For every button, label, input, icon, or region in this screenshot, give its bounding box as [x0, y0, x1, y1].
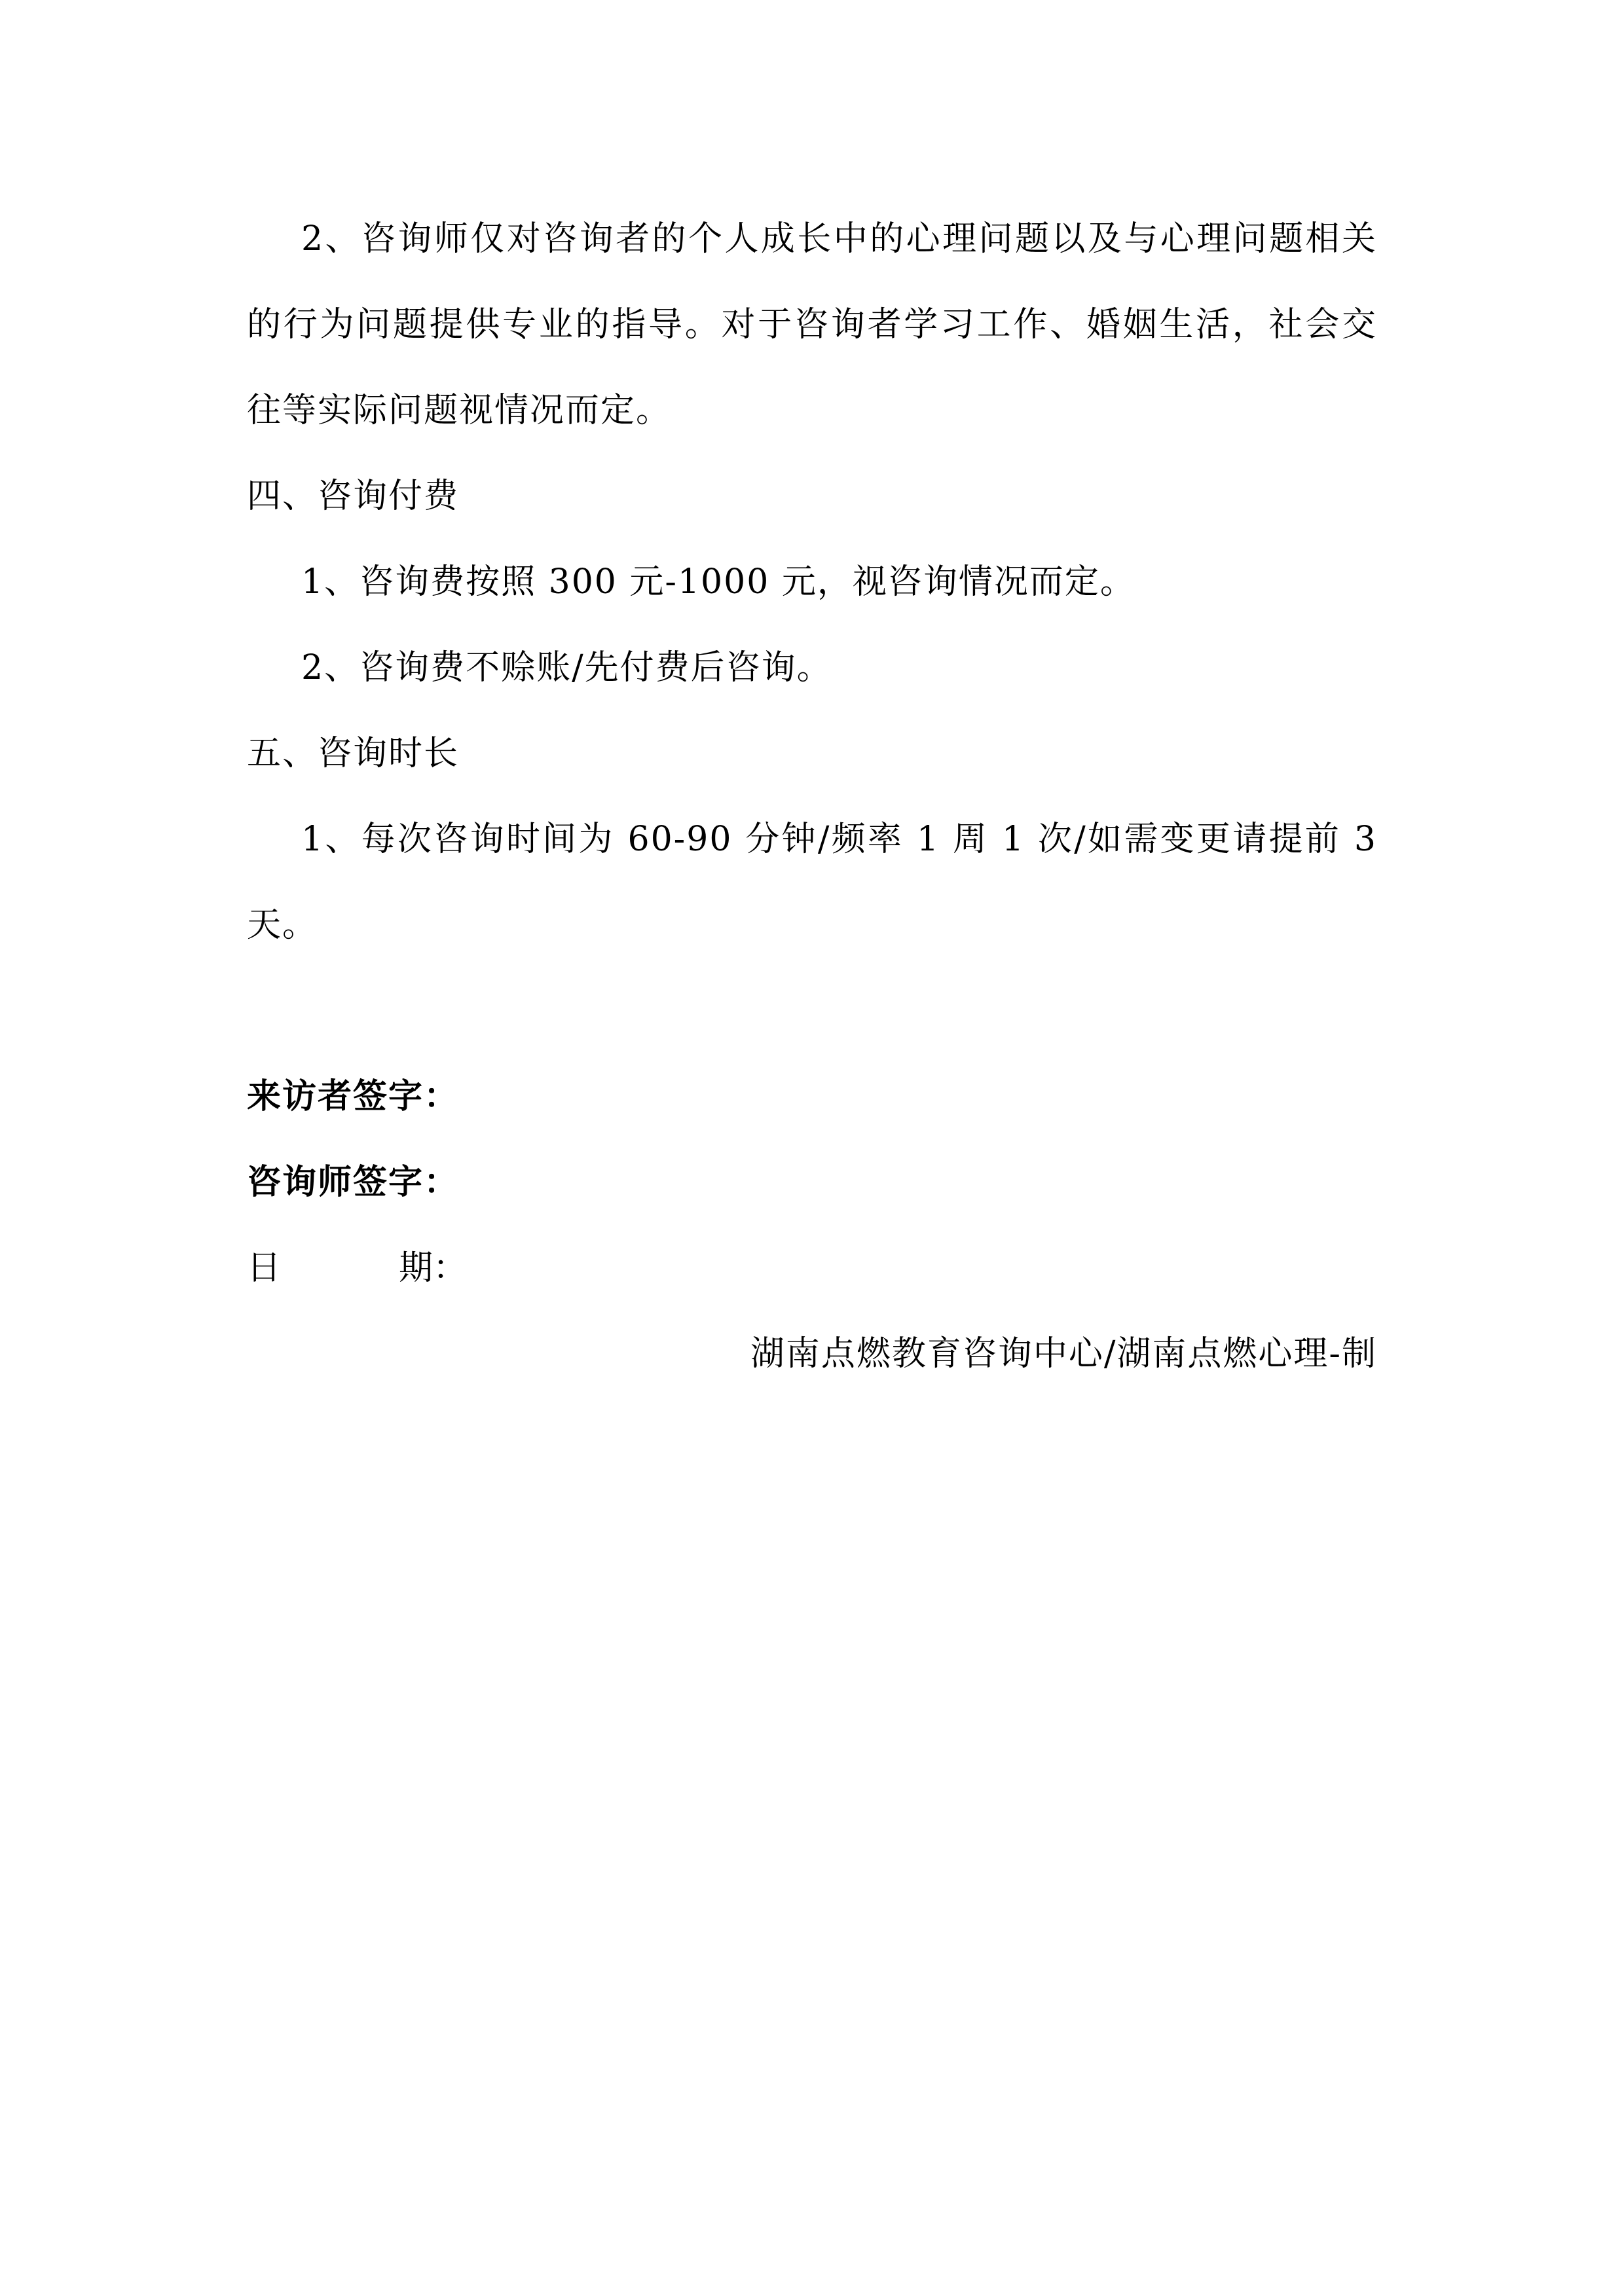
blank-line	[247, 968, 1377, 1054]
section4-heading: 四、咨询付费	[247, 477, 460, 516]
section5-item1-paragraph: 1、每次咨询时间为 60-90 分钟/频率 1 周 1 次/如需变更请提前 3 天。	[247, 820, 1377, 945]
date-label-char2: 期：	[399, 1248, 468, 1288]
section4-item1: 1、咨询费按照 300 元-1000 元，视咨询情况而定。	[301, 562, 1135, 602]
section5-heading: 五、咨询时长	[247, 734, 460, 773]
date-label-row	[247, 1226, 1377, 1311]
footer-issuer: 湖南点燃教育咨询中心/湖南点燃心理-制	[750, 1334, 1377, 1374]
section4-item2: 2、咨询费不赊账/先付费后咨询。	[301, 648, 832, 687]
date-label-char1: 日	[247, 1248, 282, 1288]
counselor-signature-label: 咨询师签字：	[247, 1163, 460, 1202]
visitor-signature-label: 来访者签字：	[247, 1077, 460, 1116]
section3-item2-paragraph: 2、咨询师仅对咨询者的个人成长中的心理问题以及与心理问题相关的行为问题提供专业的指导。对于咨询者学习工作、婚姻生活，社会交往等实际问题视情况而定。	[247, 219, 1377, 430]
document-body	[247, 196, 1377, 1397]
